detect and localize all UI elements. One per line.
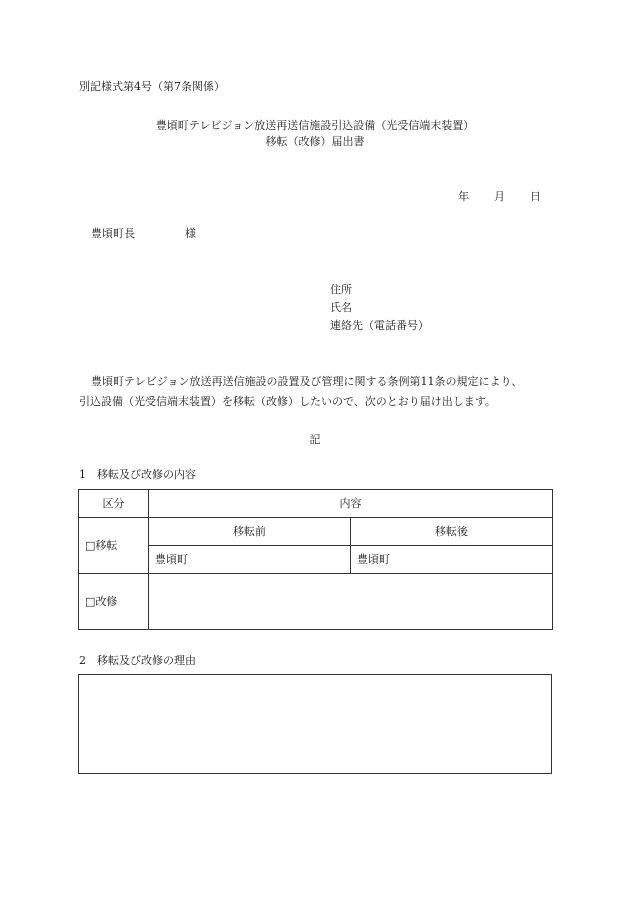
kaishu-content-field[interactable] bbox=[149, 574, 553, 630]
section-1-heading: 1 移転及び改修の内容 bbox=[79, 468, 196, 481]
header-after: 移転後 bbox=[351, 518, 553, 546]
body-text-line-2: 引込設備（光受信端末装置）を移転（改修）したいので、次のとおり届け出します。 bbox=[79, 395, 496, 408]
row-kaishu-label: □改修 bbox=[79, 574, 149, 630]
town-before-field[interactable]: 豊頃町 bbox=[149, 546, 351, 574]
title-line-1: 豊頃町テレビジョン放送再送信施設引込設備（光受信端末装置） bbox=[155, 119, 475, 132]
applicant-name-label: 氏名 bbox=[330, 301, 352, 314]
title-line-2: 移転（改修）届出書 bbox=[265, 135, 365, 148]
section-2-heading: 2 移転及び改修の理由 bbox=[79, 654, 196, 667]
ki-marker: 記 bbox=[309, 433, 321, 446]
row-iten-label: □移転 bbox=[79, 518, 149, 574]
date-day-label: 日 bbox=[530, 190, 541, 203]
body-text-line-1: 豊頃町テレビジョン放送再送信施設の設置及び管理に関する条例第11条の規定により、 bbox=[91, 375, 523, 388]
town-after-field[interactable]: 豊頃町 bbox=[351, 546, 553, 574]
applicant-contact-label: 連絡先（電話番号） bbox=[330, 319, 429, 332]
header-kubun: 区分 bbox=[79, 490, 149, 518]
addressee-honorific: 様 bbox=[185, 227, 196, 240]
addressee-name: 豊頃町長 bbox=[91, 227, 135, 240]
header-before: 移転前 bbox=[149, 518, 351, 546]
reason-box[interactable] bbox=[78, 674, 552, 774]
applicant-address-label: 住所 bbox=[330, 283, 352, 296]
header-naiyou: 内容 bbox=[149, 490, 553, 518]
form-number: 別記様式第4号（第7条関係） bbox=[79, 80, 225, 93]
date-month-label: 月 bbox=[494, 190, 505, 203]
content-table bbox=[78, 489, 553, 630]
date-year-label: 年 bbox=[458, 190, 469, 203]
